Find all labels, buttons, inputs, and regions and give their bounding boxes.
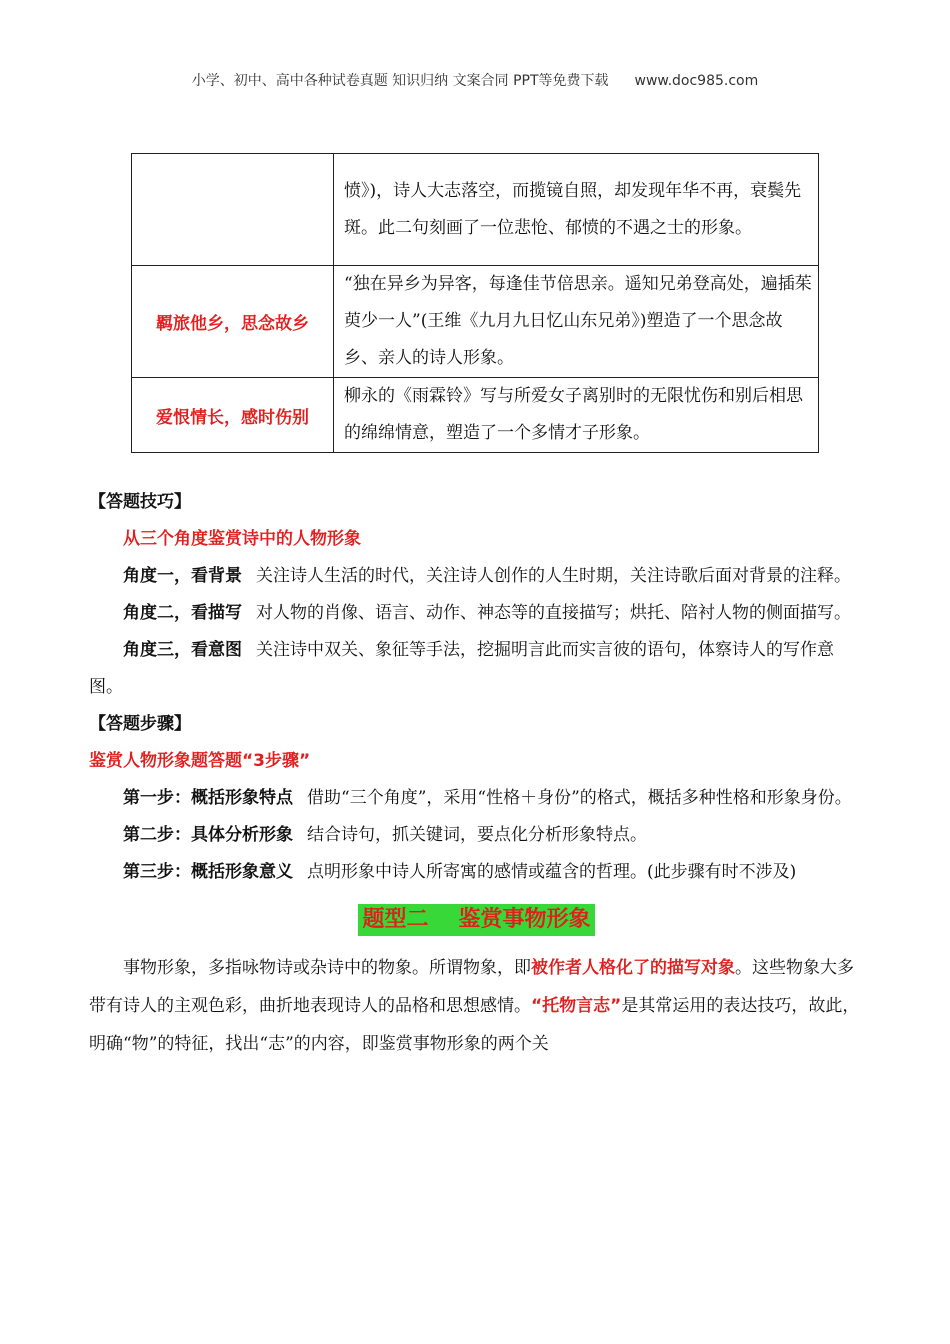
steps-heading: 【答题步骤】: [89, 714, 191, 734]
table-text-cell: [334, 378, 819, 453]
category-label: 羁旅他乡，思念故乡: [156, 314, 309, 334]
step-item: [89, 854, 864, 891]
section-title-highlight: [358, 904, 594, 936]
table-cell-text: “独在异乡为异客，每逢佳节倍思亲。遥知兄弟登高处，遍插茱萸少一人”(王维《九月九日忆山东兄弟》)塑造了一个思念故乡、亲人的诗人形象。: [344, 274, 812, 368]
step-label: 第一步：概括形象特点: [123, 788, 293, 808]
category-label: 爱恨情长，感时伤别: [156, 407, 309, 428]
table-text-cell: [334, 154, 819, 266]
table-category-cell: [132, 266, 334, 378]
table-text-cell: [334, 266, 819, 378]
tip-label: 角度一，看背景: [123, 566, 242, 586]
step-text: 结合诗句，抓关键词，要点化分析形象特点。: [307, 825, 647, 845]
tip-label: 角度三，看意图: [123, 640, 242, 660]
highlight-phrase: 被作者人格化了的描写对象: [531, 958, 735, 978]
table-cell-text: 愤》)，诗人大志落空，而揽镜自照，却发现年华不再，衰鬓先斑。此二句刻画了一位悲怆、郁愤的不遇之士的形象。: [344, 180, 802, 238]
tips-heading: 【答题技巧】: [89, 492, 191, 512]
table-category-cell: [132, 154, 334, 266]
poet-image-table: [131, 153, 819, 453]
section-title-b: 鉴赏事物形象: [458, 907, 591, 932]
step-item: [89, 780, 864, 817]
tip-text: 关注诗人生活的时代，关注诗人创作的人生时期，关注诗歌后面对背景的注释。: [256, 566, 851, 586]
tip-label: 角度二，看描写: [123, 603, 242, 623]
tips-subheading: 从三个角度鉴赏诗中的人物形象: [123, 529, 361, 549]
step-item: [89, 817, 864, 854]
step-label: 第二步：具体分析形象: [123, 825, 293, 845]
tip-text: 对人物的肖像、语言、动作、神态等的直接描写；烘托、陪衬人物的侧面描写。: [256, 603, 851, 623]
steps-subheading: 鉴赏人物形象题答题“3步骤”: [89, 751, 311, 771]
step-text: 点明形象中诗人所寄寓的感情或蕴含的哲理。(此步骤有时不涉及): [307, 862, 797, 882]
table-row: [132, 154, 819, 266]
tip-item: [89, 558, 864, 595]
header-text: 小学、初中、高中各种试卷真题 知识归纳 文案合同 PPT等免费下载: [191, 73, 609, 89]
tip-item: [89, 632, 864, 706]
table-row: [132, 266, 819, 378]
main-content: [89, 484, 864, 1063]
section-paragraph: 事物形象，多指咏物诗或杂诗中的物象。所谓物象，即被作者人格化了的描写对象。这些物象大多带有诗人的主观色彩，曲折地表现诗人的品格和思想感情。“托物言志”是其常运用的表达技巧，故此，明确“物”的特征，找出“志”的内容，即鉴赏事物形象的两个关: [89, 958, 860, 1054]
table-row: [132, 378, 819, 453]
page-header: [0, 70, 950, 90]
section-title: [89, 903, 864, 939]
highlight-phrase: “托物言志”: [531, 996, 622, 1016]
table-category-cell: [132, 378, 334, 453]
table-cell-text: 柳永的《雨霖铃》写与所爱女子离别时的无限忧伤和别后相思的绵绵情意，塑造了一个多情才子形象。: [344, 386, 803, 443]
step-text: 借助“三个角度”，采用“性格＋身份”的格式，概括多种性格和形象身份。: [307, 788, 852, 808]
header-url[interactable]: www.doc985.com: [634, 73, 759, 89]
tip-text: 关注诗中双关、象征等手法，挖掘明言此而实言彼的语句，体察诗人的写作意图。: [89, 640, 834, 697]
tip-item: [89, 595, 864, 632]
section-title-a: 题型二: [362, 907, 429, 932]
step-label: 第三步：概括形象意义: [123, 862, 293, 882]
